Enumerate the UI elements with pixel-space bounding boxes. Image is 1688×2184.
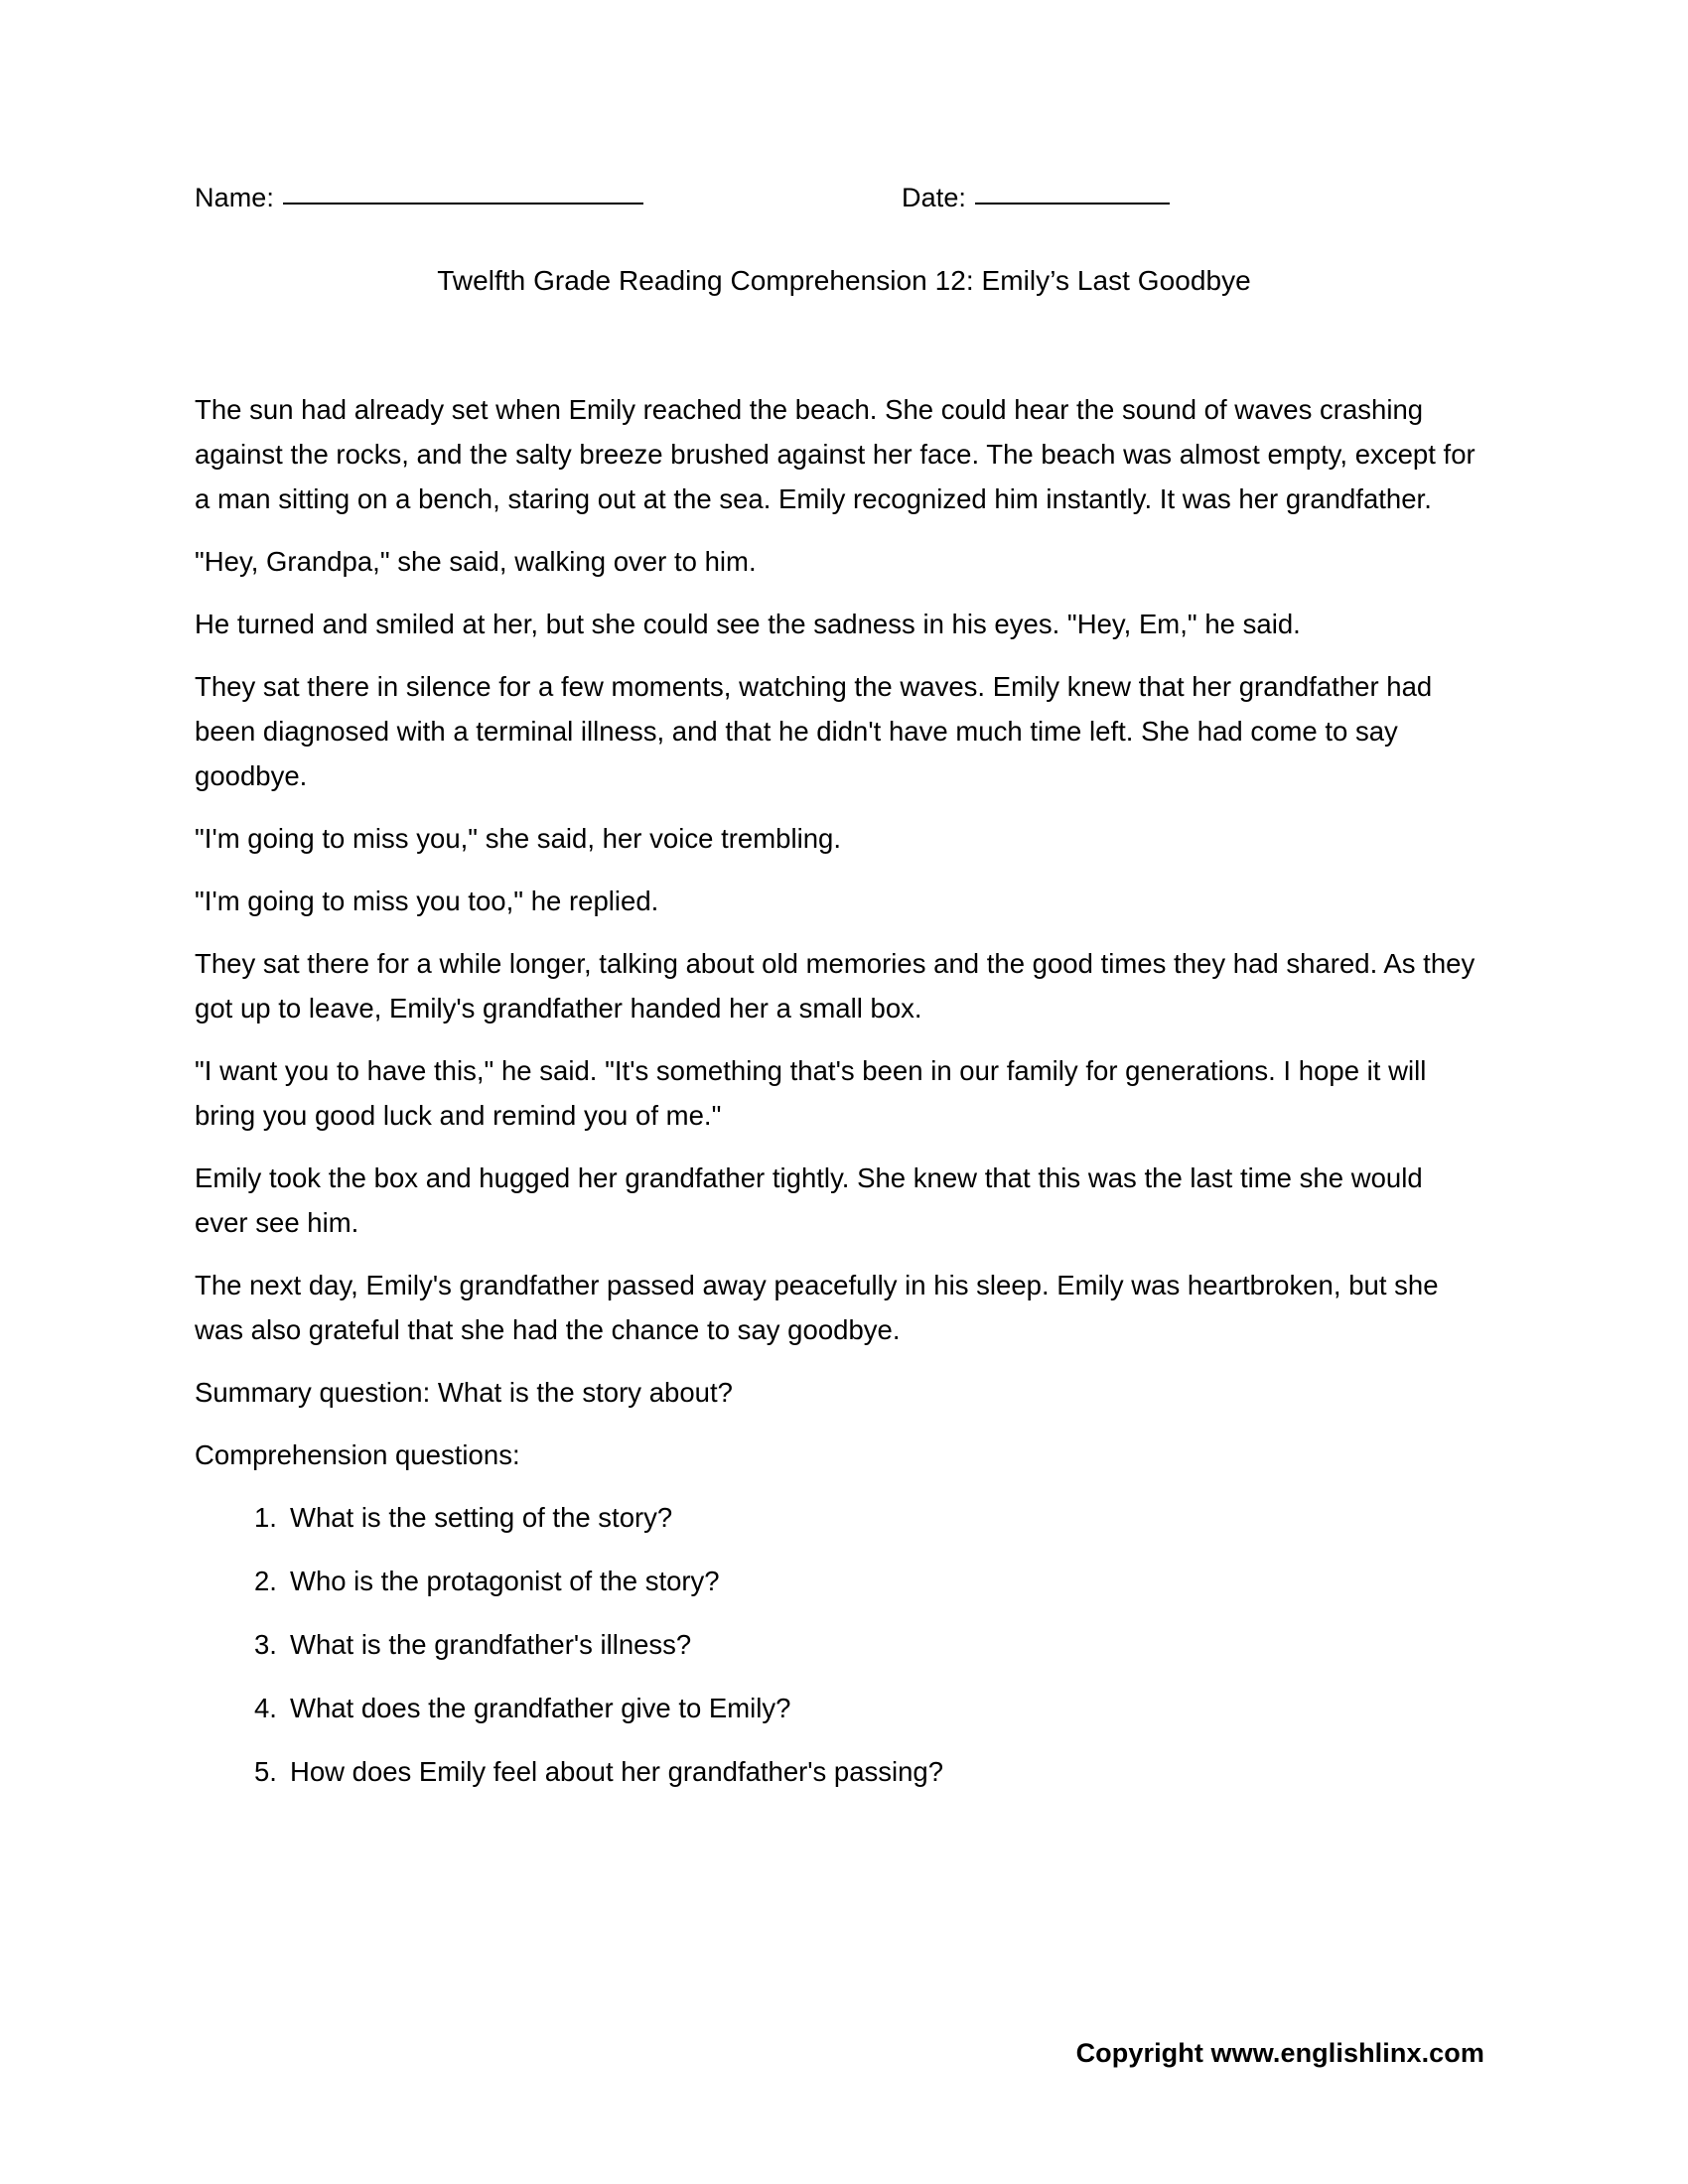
comprehension-question-list xyxy=(195,1495,1476,1794)
passage-paragraph: The next day, Emily's grandfather passed away peacefully in his sleep. Emily was heartbroken, but she was also grateful that she had the chance to say goodbye. xyxy=(195,1270,1439,1345)
question-item xyxy=(195,1686,1476,1730)
passage-body xyxy=(195,387,1476,1813)
page-title: Twelfth Grade Reading Comprehension 12: Emily’s Last Goodbye xyxy=(437,265,1251,296)
question-number: 1. xyxy=(254,1502,277,1533)
question-number: 2. xyxy=(254,1566,277,1596)
name-write-in-line[interactable] xyxy=(283,203,643,205)
passage-paragraph: They sat there in silence for a few moments, watching the waves. Emily knew that her grandfather had been diagnosed with a terminal illness, and that he didn't have much time left. She had come to say goodbye. xyxy=(195,671,1433,791)
date-write-in-line[interactable] xyxy=(975,203,1170,205)
question-text: What is the setting of the story? xyxy=(290,1502,673,1533)
passage-paragraph: The sun had already set when Emily reached the beach. She could hear the sound of waves crashing against the rocks, and the salty breeze brushed against her face. The beach was almost empty, except for a man sitting on a bench, staring out at the sea. Emily recognized him instantly. It was her grandfather. xyxy=(195,394,1476,514)
comprehension-questions-heading: Comprehension questions: xyxy=(195,1439,520,1470)
passage-paragraph: He turned and smiled at her, but she could see the sadness in his eyes. "Hey, Em," he said. xyxy=(195,609,1301,639)
question-item xyxy=(195,1749,1476,1794)
passage-paragraph: "Hey, Grandpa," she said, walking over to him. xyxy=(195,546,757,577)
name-field xyxy=(195,185,643,211)
question-text: What is the grandfather's illness? xyxy=(290,1629,692,1660)
header-fields xyxy=(195,185,1485,224)
passage-paragraph: They sat there for a while longer, talking about old memories and the good times they had shared. As they got up to leave, Emily's grandfather handed her a small box. xyxy=(195,948,1476,1024)
question-number: 5. xyxy=(254,1756,277,1787)
question-text: Who is the protagonist of the story? xyxy=(290,1566,720,1596)
name-label: Name: xyxy=(195,183,275,212)
copyright-footer: Copyright www.englishlinx.com xyxy=(1075,2038,1484,2068)
question-text: What does the grandfather give to Emily? xyxy=(290,1693,791,1723)
question-item xyxy=(195,1559,1476,1603)
question-item xyxy=(195,1622,1476,1667)
summary-question: Summary question: What is the story about? xyxy=(195,1377,733,1408)
passage-paragraph: "I'm going to miss you too," he replied. xyxy=(195,886,659,916)
question-number: 3. xyxy=(254,1629,277,1660)
question-item xyxy=(195,1495,1476,1540)
passage-paragraph: "I want you to have this," he said. "It's something that's been in our family for generations. I hope it will bring you good luck and remind you of me." xyxy=(195,1055,1427,1131)
passage-paragraph: "I'm going to miss you," she said, her voice trembling. xyxy=(195,823,842,854)
date-field xyxy=(902,185,1170,211)
question-text: How does Emily feel about her grandfather's passing? xyxy=(290,1756,943,1787)
passage-paragraph: Emily took the box and hugged her grandfather tightly. She knew that this was the last time she would ever see him. xyxy=(195,1162,1423,1238)
date-label: Date: xyxy=(902,183,967,212)
question-number: 4. xyxy=(254,1693,277,1723)
